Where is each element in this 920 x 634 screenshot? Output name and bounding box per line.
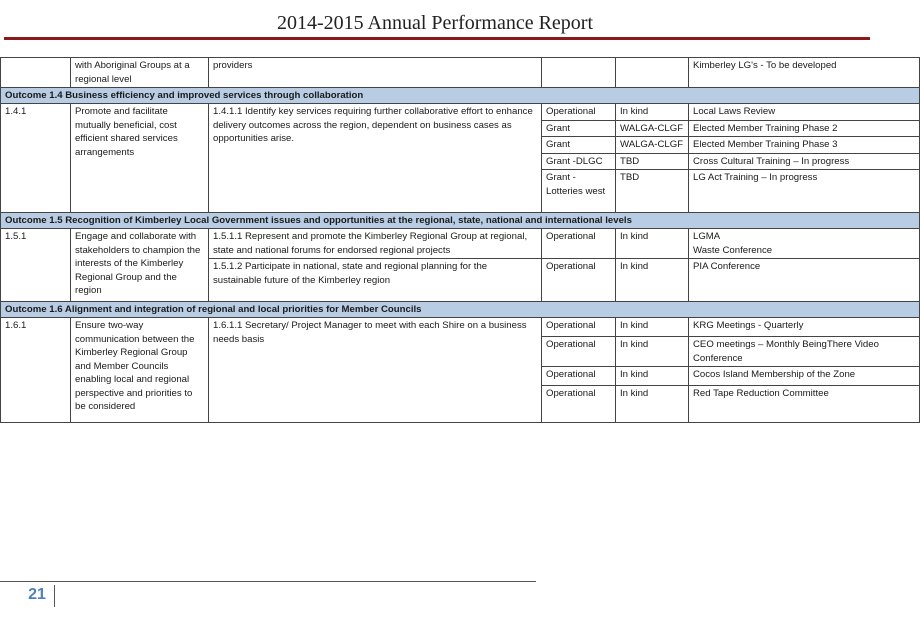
type-cell: Operational	[542, 386, 616, 423]
code-cell: 1.4.1	[1, 104, 71, 213]
resource-cell: In kind	[616, 229, 689, 259]
strategy-cell: Promote and facilitate mutually beneficial, cost efficient shared services arrangements	[71, 104, 209, 213]
type-cell: Operational	[542, 367, 616, 386]
outcome-title: Outcome 1.6 Alignment and integration of regional and local priorities for Member Councils	[1, 302, 920, 318]
type-cell: Grant	[542, 120, 616, 137]
page-title: 2014-2015 Annual Performance Report	[276, 12, 594, 34]
resource-cell: TBD	[616, 170, 689, 213]
status-cell: Elected Member Training Phase 3	[689, 137, 920, 154]
performance-table	[0, 57, 920, 423]
resource-cell: In kind	[616, 259, 689, 302]
footer-divider	[0, 581, 536, 582]
status-cell: Red Tape Reduction Committee	[689, 386, 920, 423]
table-row	[1, 229, 920, 259]
outcome-header-row	[1, 302, 920, 318]
resource-cell: In kind	[616, 337, 689, 367]
status-cell: LG Act Training – In progress	[689, 170, 920, 213]
status-cell: Elected Member Training Phase 2	[689, 120, 920, 137]
status-cell: Kimberley LG's - To be developed	[689, 58, 920, 88]
code-cell: 1.5.1	[1, 229, 71, 302]
resource-cell: WALGA-CLGF	[616, 137, 689, 154]
resource-cell	[616, 58, 689, 88]
resource-cell: In kind	[616, 104, 689, 121]
type-cell: Grant	[542, 137, 616, 154]
status-cell: Cocos Island Membership of the Zone	[689, 367, 920, 386]
type-cell: Grant -DLGC	[542, 153, 616, 170]
strategy-cell: Ensure two-way communication between the Kimberley Regional Group and Member Councils enabling local and regional perspective and priorities to be considered	[71, 318, 209, 423]
page-number: 21	[28, 586, 46, 603]
strategy-cell: Engage and collaborate with stakeholders to champion the interests of the Kimberley Regional Group and the region	[71, 229, 209, 302]
outcome-header-row	[1, 213, 920, 229]
outcome-title: Outcome 1.5 Recognition of Kimberley Local Government issues and opportunities at the regional, state, national and international levels	[1, 213, 920, 229]
status-cell: CEO meetings – Monthly BeingThere Video Conference	[689, 337, 920, 367]
code-cell	[1, 58, 71, 88]
status-cell: PIA Conference	[689, 259, 920, 302]
status-cell: Cross Cultural Training – In progress	[689, 153, 920, 170]
code-cell: 1.6.1	[1, 318, 71, 423]
table-row	[1, 318, 920, 337]
type-cell: Operational	[542, 318, 616, 337]
page-number-bar	[54, 585, 55, 607]
action-cell: providers	[209, 58, 542, 88]
type-cell: Operational	[542, 229, 616, 259]
resource-cell: In kind	[616, 318, 689, 337]
title-divider	[4, 37, 870, 40]
type-cell: Operational	[542, 259, 616, 302]
resource-cell: In kind	[616, 367, 689, 386]
outcome-title: Outcome 1.4 Business efficiency and improved services through collaboration	[1, 88, 920, 104]
outcome-header-row	[1, 88, 920, 104]
action-cell: 1.5.1.1 Represent and promote the Kimberley Regional Group at regional, state and national forums for endorsed regional projects	[209, 229, 542, 259]
type-cell: Operational	[542, 337, 616, 367]
type-cell: Grant - Lotteries west	[542, 170, 616, 213]
resource-cell: WALGA-CLGF	[616, 120, 689, 137]
status-cell: KRG Meetings - Quarterly	[689, 318, 920, 337]
action-cell: 1.4.1.1 Identify key services requiring further collaborative effort to enhance delivery outcomes across the region, dependent on business cases as opportunities arise.	[209, 104, 542, 213]
action-cell: 1.6.1.1 Secretary/ Project Manager to meet with each Shire on a business needs basis	[209, 318, 542, 423]
strategy-cell: with Aboriginal Groups at a regional level	[71, 58, 209, 88]
status-cell: Local Laws Review	[689, 104, 920, 121]
action-cell: 1.5.1.2 Participate in national, state and regional planning for the sustainable future of the Kimberley region	[209, 259, 542, 302]
type-cell	[542, 58, 616, 88]
resource-cell: TBD	[616, 153, 689, 170]
status-cell: LGMA Waste Conference	[689, 229, 920, 259]
table-row	[1, 104, 920, 121]
resource-cell: In kind	[616, 386, 689, 423]
type-cell: Operational	[542, 104, 616, 121]
table-row	[1, 58, 920, 88]
